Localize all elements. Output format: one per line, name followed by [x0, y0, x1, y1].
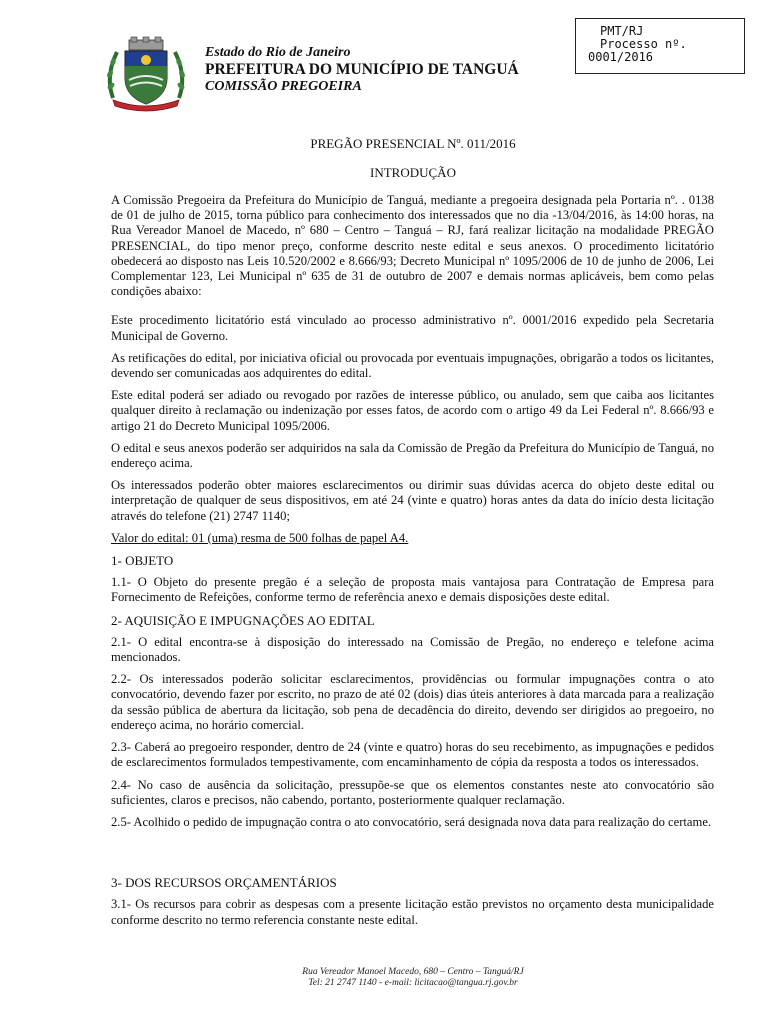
section-3-heading: 3- DOS RECURSOS ORÇAMENTÁRIOS: [111, 875, 337, 891]
header-block: [205, 44, 519, 95]
section-2-heading: 2- AQUISIÇÃO E IMPUGNAÇÕES AO EDITAL: [111, 612, 375, 628]
footer-contact: Tel: 21 2747 1140 - e-mail: licitacao@tangua.rj.gov.br: [308, 978, 518, 988]
introduction-heading: INTRODUÇÃO: [370, 165, 456, 180]
paragraph-clarifications: Os interessados poderão obter maiores esclarecimentos ou dirimir suas dúvidas acerca do objeto deste edital ou interpretação de qualquer de seus dispositivos, em até 24 (vinte e quatro) horas antes da data do início desta licitação através do telefone (21) 2747 1140;: [111, 478, 714, 523]
clause-1-1: 1.1- O Objeto do presente pregão é a seleção de proposta mais vantajosa para Contratação de Empresa para Fornecimento de Refeições, conforme termo de referência anexo e demais disposições deste edital.: [111, 575, 714, 605]
stamp-line-3: 0001/2016: [588, 50, 654, 64]
document-body: [111, 193, 714, 935]
commission-name: COMISSÃO PREGOEIRA: [205, 79, 362, 94]
clause-2-5: 2.5- Acolhido o pedido de impugnação contra o ato convocatório, será designada nova data para realização do certame.: [111, 814, 712, 829]
clause-2-3: 2.3- Caberá ao pregoeiro responder, dentro de 24 (vinte e quatro) horas do seu recebimento, as impugnações e pedidos de esclarecimentos formulados tempestivamente, com encaminhamento de cópia da resposta a todos os interessados.: [111, 740, 714, 770]
page-footer: [0, 967, 770, 989]
paragraph-postponement: Este edital poderá ser adiado ou revogado por razões de interesse público, ou anulado, sem que caiba aos licitantes qualquer direito à reclamação ou indenização por esses fatos, de acordo com o artigo 49 da Lei Federal nº. 8.666/93 e artigo 21 do Decreto Municipal 1095/2006.: [111, 388, 714, 433]
clause-2-4: 2.4- No caso de ausência da solicitação, pressupõe-se que os elementos constantes neste ato convocatório são suficientes, claros e precisos, não cabendo, portanto, posteriormente qualquer reclamação.: [111, 777, 714, 807]
intro-paragraph: A Comissão Pregoeira da Prefeitura do Município de Tanguá, mediante a pregoeira designada pela Portaria nº. . 0138 de 01 de julho de 2015, torna público para conhecimento dos interessados que no dia -13/04/2016, às 14:00 horas, na Rua Vereador Manoel de Macedo, nº 680 – Centro – Tanguá – RJ, fará realizar licitação na modalidade PREGÃO PRESENCIAL, do tipo menor preço, conforme descrito neste edital e seus anexos. O procedimento licitatório obedecerá ao disposto nas Leis 10.520/2002 e 8.666/93; Decreto Municipal nº 1095/2006 de 10 de junho de 2006, Lei Complementar 123, Lei Municipal nº 635 de 31 de outubro de 2007 e demais normas aplicáveis, bem como pelas condições abaixo:: [111, 193, 714, 299]
process-stamp: [575, 18, 745, 74]
blank-space: [111, 837, 714, 875]
clause-3-1: 3.1- Os recursos para cobrir as despesas com a presente licitação estão previstos no orçamento desta municipalidade conforme descrito no termo referencia constante neste edital.: [111, 897, 714, 927]
stamp-line-1: PMT/RJ: [600, 24, 644, 38]
paragraph-process: Este procedimento licitatório está vinculado ao processo administrativo nº. 0001/2016 expedido pela Secretaria Municipal de Governo.: [111, 313, 714, 343]
clause-2-2: 2.2- Os interessados poderão solicitar esclarecimentos, providências ou formular impugnações contra o ato convocatório, devendo fazer por escrito, no prazo de até 02 (dois) dias úteis anteriores à data marcada para a realização da sessão pública de abertura da licitação, sob pena de decadência do direito, devendo ser dirigidos ao pregoeiro, no endereço acima, no horário comercial.: [111, 672, 714, 732]
prefeitura-name: PREFEITURA DO MUNICÍPIO DE TANGUÁ: [205, 61, 519, 78]
paragraph-acquisition: O edital e seus anexos poderão ser adquiridos na sala da Comissão de Pregão da Prefeitura do Município de Tanguá, no endereço acima.: [111, 440, 714, 471]
document-title: PREGÃO PRESENCIAL Nº. 011/2016: [310, 136, 516, 151]
footer-address: Rua Vereador Manoel Macedo, 680 – Centro – Tanguá/RJ: [302, 967, 524, 977]
edital-value: Valor do edital: 01 (uma) resma de 500 folhas de papel A4.: [111, 530, 409, 545]
clause-2-1: 2.1- O edital encontra-se à disposição do interessado na Comissão de Pregão, no endereço e telefone acima mencionados.: [111, 634, 714, 665]
paragraph-rectifications: As retificações do edital, por iniciativa oficial ou provocada por eventuais impugnações, obrigarão a todos os licitantes, devendo ser comunicadas aos adquirentes do edital.: [111, 350, 714, 381]
stamp-line-2: Processo nº.: [600, 37, 687, 51]
municipal-coat-of-arms-icon: [103, 36, 189, 112]
section-1-heading: 1- OBJETO: [111, 553, 174, 569]
state-name: Estado do Rio de Janeiro: [205, 45, 351, 60]
